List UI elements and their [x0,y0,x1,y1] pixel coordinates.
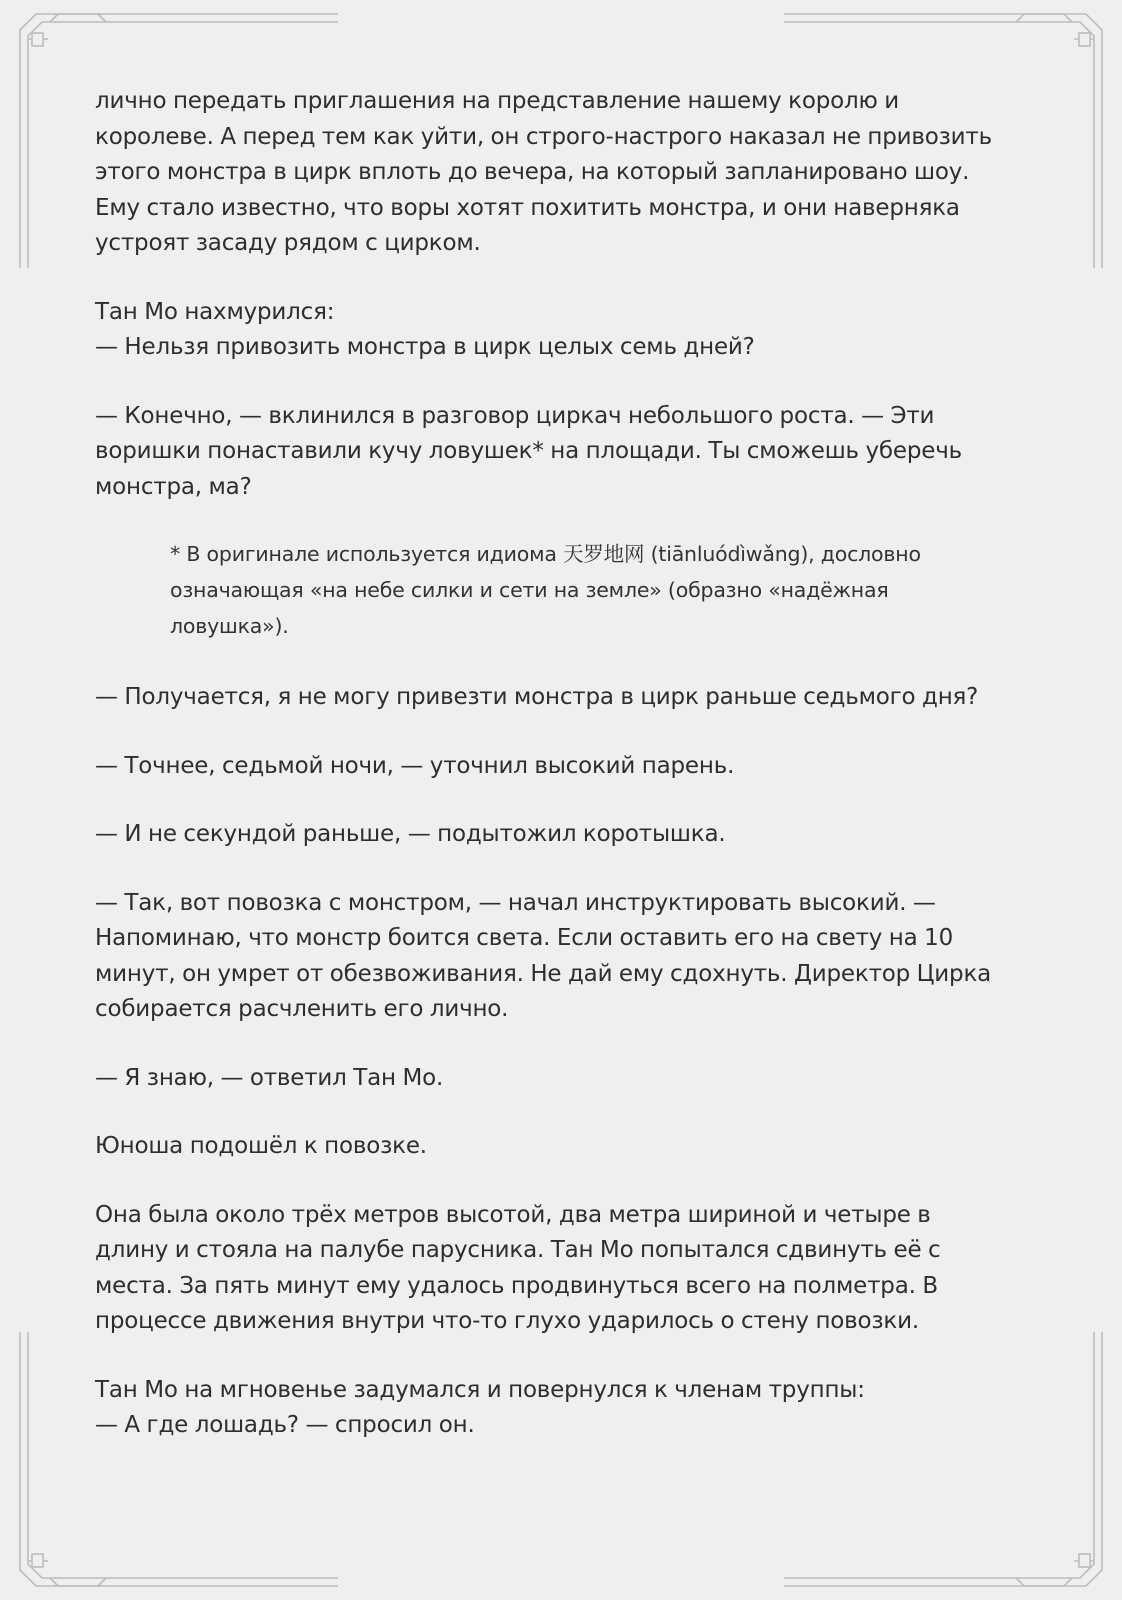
text-line: — Я знаю, — ответил Тан Мо. [95,1064,444,1091]
paragraph [95,1198,1055,1340]
text-line: собирается расчленить его лично. [95,996,509,1022]
paragraph [95,399,1055,506]
paragraph [95,680,1055,716]
text-line: места. За пять минут ему удалось продвинуться всего на полметра. В [95,1272,938,1299]
paragraph [95,749,1055,785]
text-line: минут, он умрет от обезвоживания. Не дай ему сдохнуть. Директор Цирка [95,960,992,987]
paragraph [95,1129,1055,1165]
text-line: этого монстра в цирк вплоть до вечера, на который запланировано шоу. [95,159,970,185]
paragraph [95,295,1055,366]
text-line: — Получается, я не могу привезти монстра в цирк раньше седьмого дня? [95,684,979,710]
text-line: устроят засаду рядом с цирком. [95,230,481,256]
paragraph [95,817,1055,853]
text-line: монстра, ма? [95,473,252,500]
text-line: Она была около трёх метров высотой, два метра шириной и четыре в [95,1201,931,1228]
footnote-line: означающая «на небе силки и сети на земле» (образно «надёжная [170,578,889,602]
text-line: воришки понаставили кучу ловушек* на площади. Ты сможешь уберечь [95,438,962,464]
text-line: процессе движения внутри что-то глухо ударилось о стену повозки. [95,1308,919,1334]
text-line: королеве. А перед тем как уйти, он строго-настрого наказал не привозить [95,123,992,150]
text-line: Тан Мо нахмурился: [95,298,335,325]
text-line: Тан Мо на мгновенье задумался и повернулся к членам труппы: [95,1376,865,1403]
paragraph [95,1373,1055,1444]
text-line: Юноша подошёл к повозке. [95,1133,427,1159]
footnote-line: * В оригинале используется идиома 天罗地网 (tiānluódìwǎng), дословно [170,542,921,566]
text-line: — И не секундой раньше, — подытожил коротышка. [95,821,726,847]
text-line: — Конечно, — вклинился в разговор циркач небольшого роста. — Эти [95,402,935,429]
page-body [95,84,1055,1477]
text-line: длину и стояла на палубе парусника. Тан Мо попытался сдвинуть её с [95,1237,941,1263]
text-line: Ему стало известно, что воры хотят похитить монстра, и они наверняка [95,194,960,221]
text-line: — Так, вот повозка с монстром, — начал инструктировать высокий. — [95,889,936,916]
paragraph [95,886,1055,1028]
paragraph [95,84,1055,262]
footnote [170,536,1055,644]
text-line: лично передать приглашения на представление нашему королю и [95,88,900,114]
footnote-line: ловушка»). [170,614,289,638]
text-line: — Точнее, седьмой ночи, — уточнил высокий парень. [95,752,735,779]
text-line: Напоминаю, что монстр боится света. Если оставить его на свету на 10 [95,925,954,951]
text-line: — Нельзя привозить монстра в цирк целых семь дней? [95,334,755,360]
paragraph [95,1061,1055,1097]
text-line: — А где лошадь? — спросил он. [95,1412,475,1438]
